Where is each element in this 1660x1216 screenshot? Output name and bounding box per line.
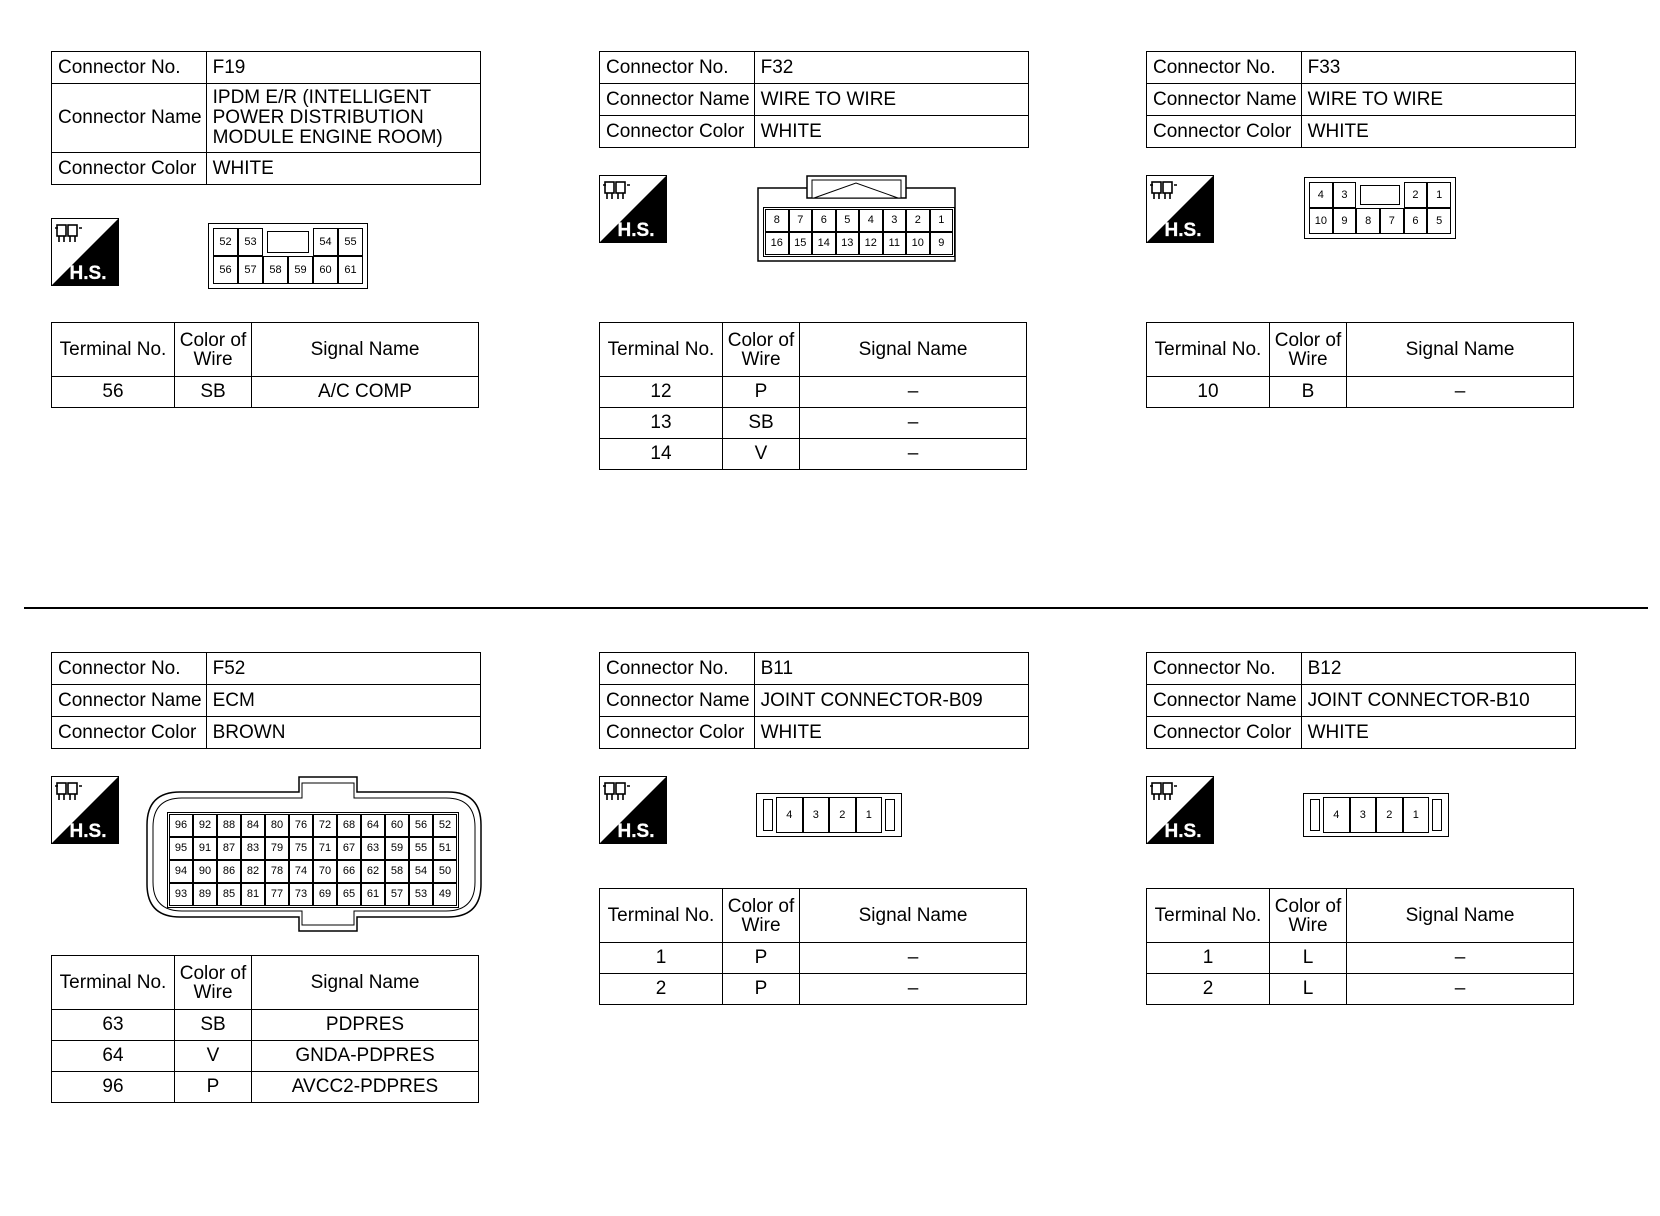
wire-color-cell: P — [175, 1072, 252, 1103]
table-row — [600, 408, 1027, 439]
terminal-pin: 84 — [241, 814, 265, 837]
terminal-pin: 75 — [289, 837, 313, 860]
terminal-pin: 9 — [1333, 208, 1357, 234]
terminal-table — [51, 322, 479, 408]
table-row — [600, 943, 1027, 974]
terminal-pin: 56 — [409, 814, 433, 837]
harness-side-icon — [51, 776, 119, 844]
terminal-pin: 65 — [337, 883, 361, 906]
terminal-pin: 1 — [1427, 182, 1451, 208]
terminal-pin: 55 — [409, 837, 433, 860]
terminal-pin: 95 — [169, 837, 193, 860]
terminal-pin: 5 — [836, 209, 860, 232]
wire-color-cell: L — [1270, 943, 1347, 974]
terminal-pin: 54 — [313, 228, 338, 256]
terminal-pin: 68 — [337, 814, 361, 837]
terminal-pin: 3 — [1350, 797, 1377, 833]
table-row — [1147, 943, 1574, 974]
terminal-pin: 4 — [859, 209, 883, 232]
wire-color-cell: P — [723, 377, 800, 408]
connector-no-value: F52 — [206, 653, 480, 685]
connector-no-label: Connector No. — [52, 653, 207, 685]
terminal-no-cell: 13 — [600, 408, 723, 439]
terminal-pin: 57 — [385, 883, 409, 906]
terminal-pin: 79 — [265, 837, 289, 860]
key-slot-icon — [267, 231, 309, 253]
terminal-pin: 92 — [193, 814, 217, 837]
terminal-pin: 66 — [337, 860, 361, 883]
terminal-no-cell: 56 — [52, 377, 175, 408]
harness-side-icon — [599, 175, 667, 243]
connector-no-label: Connector No. — [52, 52, 207, 84]
connector-color-label: Connector Color — [52, 717, 207, 749]
terminal-no-cell: 10 — [1147, 377, 1270, 408]
terminal-table — [1146, 322, 1574, 408]
terminal-pin: 91 — [193, 837, 217, 860]
signal-name-cell: GNDA-PDPRES — [252, 1041, 479, 1072]
table-row — [600, 439, 1027, 470]
connector-color-value: WHITE — [1301, 717, 1575, 749]
connector-info-table — [1146, 51, 1576, 148]
wire-color-cell: SB — [175, 1010, 252, 1041]
terminal-pin: 50 — [433, 860, 457, 883]
connector-color-value: WHITE — [1301, 116, 1575, 148]
connector-face-f19 — [208, 223, 368, 289]
terminal-pin: 60 — [385, 814, 409, 837]
terminal-no-cell: 96 — [52, 1072, 175, 1103]
harness-side-icon — [1146, 175, 1214, 243]
wire-color-header-line: Color of — [1274, 329, 1342, 351]
terminal-pin: 4 — [1309, 182, 1333, 208]
terminal-pin: 11 — [883, 232, 907, 255]
signal-name-header: Signal Name — [800, 889, 1027, 943]
wire-color-cell: V — [175, 1041, 252, 1072]
terminal-table — [51, 955, 479, 1103]
terminal-no-cell: 63 — [52, 1010, 175, 1041]
connector-name-value — [206, 84, 480, 153]
terminal-pin: 51 — [433, 837, 457, 860]
terminal-pin: 6 — [812, 209, 836, 232]
wire-color-header — [175, 956, 252, 1010]
terminal-pin: 7 — [1380, 208, 1404, 234]
terminal-pin: 60 — [313, 256, 338, 284]
connector-no-label: Connector No. — [1147, 52, 1302, 84]
wire-color-cell: V — [723, 439, 800, 470]
terminal-pin: 10 — [1309, 208, 1333, 234]
terminal-no-header: Terminal No. — [600, 323, 723, 377]
terminal-pin: 80 — [265, 814, 289, 837]
connector-name-label: Connector Name — [52, 84, 207, 153]
table-row — [52, 1072, 479, 1103]
terminal-no-cell: 2 — [600, 974, 723, 1005]
terminal-no-cell: 2 — [1147, 974, 1270, 1005]
connector-name-value: JOINT CONNECTOR-B09 — [754, 685, 1028, 717]
connector-no-value: F33 — [1301, 52, 1575, 84]
terminal-pin: 96 — [169, 814, 193, 837]
terminal-pin: 88 — [217, 814, 241, 837]
connector-name-label: Connector Name — [1147, 84, 1302, 116]
terminal-pin: 76 — [289, 814, 313, 837]
signal-name-header: Signal Name — [252, 323, 479, 377]
wire-color-cell: SB — [723, 408, 800, 439]
terminal-pin: 4 — [776, 797, 803, 833]
table-row — [600, 974, 1027, 1005]
terminal-pin: 89 — [193, 883, 217, 906]
connector-color-label: Connector Color — [600, 717, 755, 749]
signal-name-header: Signal Name — [800, 323, 1027, 377]
terminal-pin: 49 — [433, 883, 457, 906]
connector-no-value: B12 — [1301, 653, 1575, 685]
connector-no-value: F32 — [754, 52, 1028, 84]
connector-color-label: Connector Color — [600, 116, 755, 148]
connector-color-value: WHITE — [206, 153, 480, 185]
wire-color-header-line: Color of — [1274, 895, 1342, 917]
wire-color-header — [723, 323, 800, 377]
terminal-pin: 2 — [1376, 797, 1403, 833]
connector-panel-b11 — [599, 652, 1029, 999]
terminal-pin: 58 — [385, 860, 409, 883]
lock-tab-icon — [1310, 799, 1320, 831]
connector-name-line: POWER DISTRIBUTION — [212, 107, 424, 128]
signal-name-cell: A/C COMP — [252, 377, 479, 408]
wire-color-header-line: Wire — [193, 981, 233, 1003]
signal-name-cell: PDPRES — [252, 1010, 479, 1041]
terminal-pin: 53 — [238, 228, 263, 256]
lock-tab-icon — [885, 799, 895, 831]
wire-color-header-line: Color of — [727, 329, 795, 351]
terminal-pin: 72 — [313, 814, 337, 837]
terminal-pin: 64 — [361, 814, 385, 837]
terminal-pin: 13 — [836, 232, 860, 255]
terminal-pin: 58 — [263, 256, 288, 284]
terminal-no-header: Terminal No. — [52, 956, 175, 1010]
connector-face-f32 — [763, 207, 955, 257]
connector-name-label: Connector Name — [52, 685, 207, 717]
terminal-pin: 8 — [765, 209, 789, 232]
connector-no-label: Connector No. — [600, 653, 755, 685]
terminal-pin: 81 — [241, 883, 265, 906]
connector-panel-f32 — [599, 51, 1029, 464]
connector-no-label: Connector No. — [600, 52, 755, 84]
signal-name-cell: – — [1347, 974, 1574, 1005]
connector-panel-f19 — [51, 51, 481, 402]
terminal-pin: 71 — [313, 837, 337, 860]
terminal-pin: 54 — [409, 860, 433, 883]
terminal-no-header: Terminal No. — [52, 323, 175, 377]
connector-color-label: Connector Color — [1147, 717, 1302, 749]
connector-name-value: WIRE TO WIRE — [1301, 84, 1575, 116]
signal-name-cell: – — [800, 377, 1027, 408]
connector-color-label: Connector Color — [52, 153, 207, 185]
terminal-pin: 59 — [288, 256, 313, 284]
terminal-pin: 1 — [930, 209, 954, 232]
connector-face-f33 — [1304, 177, 1456, 239]
harness-side-icon — [51, 218, 119, 286]
terminal-pin: 83 — [241, 837, 265, 860]
wire-color-cell: SB — [175, 377, 252, 408]
connector-face-b12 — [1303, 793, 1449, 837]
connector-info-table — [51, 652, 481, 749]
terminal-pin: 6 — [1404, 208, 1428, 234]
terminal-pin: 2 — [1404, 182, 1428, 208]
wire-color-header-line: Wire — [193, 348, 233, 370]
connector-color-value: WHITE — [754, 116, 1028, 148]
signal-name-cell: – — [1347, 943, 1574, 974]
connector-info-table — [599, 51, 1029, 148]
terminal-pin: 7 — [789, 209, 813, 232]
connector-face-f52 — [167, 812, 459, 908]
terminal-pin: 1 — [1403, 797, 1430, 833]
terminal-no-header: Terminal No. — [1147, 323, 1270, 377]
wire-color-header — [1270, 323, 1347, 377]
connector-info-table — [599, 652, 1029, 749]
table-row — [52, 1041, 479, 1072]
signal-name-header: Signal Name — [1347, 323, 1574, 377]
terminal-no-header: Terminal No. — [600, 889, 723, 943]
connector-color-value: WHITE — [754, 717, 1028, 749]
section-divider — [24, 607, 1648, 609]
wire-color-header — [723, 889, 800, 943]
table-row — [52, 377, 479, 408]
connector-name-label: Connector Name — [1147, 685, 1302, 717]
terminal-pin: 63 — [361, 837, 385, 860]
terminal-pin: 16 — [765, 232, 789, 255]
wire-color-header-line: Color of — [727, 895, 795, 917]
wire-color-cell: B — [1270, 377, 1347, 408]
terminal-pin: 55 — [338, 228, 363, 256]
terminal-pin: 3 — [803, 797, 830, 833]
table-row — [1147, 974, 1574, 1005]
terminal-table — [599, 322, 1027, 470]
terminal-table — [599, 888, 1027, 1005]
terminal-pin: 93 — [169, 883, 193, 906]
terminal-pin: 85 — [217, 883, 241, 906]
signal-name-header: Signal Name — [1347, 889, 1574, 943]
terminal-pin: 69 — [313, 883, 337, 906]
connector-name-value: JOINT CONNECTOR-B10 — [1301, 685, 1575, 717]
signal-name-cell: – — [800, 439, 1027, 470]
wire-color-header-line: Wire — [741, 348, 781, 370]
connector-info-table — [51, 51, 481, 185]
harness-side-icon — [1146, 776, 1214, 844]
terminal-pin: 77 — [265, 883, 289, 906]
terminal-pin: 2 — [829, 797, 856, 833]
terminal-pin: 78 — [265, 860, 289, 883]
table-row — [52, 1010, 479, 1041]
wire-color-cell: P — [723, 974, 800, 1005]
terminal-pin: 87 — [217, 837, 241, 860]
wire-color-cell: L — [1270, 974, 1347, 1005]
signal-name-cell: – — [800, 943, 1027, 974]
wire-color-header — [175, 323, 252, 377]
signal-name-cell: – — [1347, 377, 1574, 408]
terminal-no-header: Terminal No. — [1147, 889, 1270, 943]
wire-color-header-line: Wire — [1288, 348, 1328, 370]
terminal-pin: 74 — [289, 860, 313, 883]
terminal-pin: 3 — [1333, 182, 1357, 208]
signal-name-header: Signal Name — [252, 956, 479, 1010]
connector-no-value: B11 — [754, 653, 1028, 685]
terminal-no-cell: 14 — [600, 439, 723, 470]
connector-no-value: F19 — [206, 52, 480, 84]
table-row — [1147, 377, 1574, 408]
wire-color-header-line: Color of — [179, 962, 247, 984]
connector-panel-f33 — [1146, 51, 1576, 402]
connector-name-line: IPDM E/R (INTELLIGENT — [212, 87, 432, 108]
signal-name-cell: AVCC2-PDPRES — [252, 1072, 479, 1103]
terminal-pin: 2 — [906, 209, 930, 232]
terminal-no-cell: 1 — [1147, 943, 1270, 974]
connector-panel-f52 — [51, 652, 481, 1097]
terminal-pin: 5 — [1427, 208, 1451, 234]
terminal-pin: 3 — [883, 209, 907, 232]
terminal-pin: 86 — [217, 860, 241, 883]
connector-face-b11 — [756, 793, 902, 837]
terminal-pin: 67 — [337, 837, 361, 860]
terminal-no-cell: 12 — [600, 377, 723, 408]
wire-color-header-line: Wire — [741, 914, 781, 936]
lock-tab-icon — [763, 799, 773, 831]
terminal-pin: 10 — [906, 232, 930, 255]
connector-name-value: WIRE TO WIRE — [754, 84, 1028, 116]
terminal-table — [1146, 888, 1574, 1005]
connector-panel-b12 — [1146, 652, 1576, 999]
terminal-pin: 15 — [789, 232, 813, 255]
key-slot-icon — [1360, 185, 1399, 205]
connector-name-line: MODULE ENGINE ROOM) — [212, 127, 443, 148]
terminal-pin: 61 — [361, 883, 385, 906]
connector-color-label: Connector Color — [1147, 116, 1302, 148]
wire-color-header-line: Wire — [1288, 914, 1328, 936]
table-row — [600, 377, 1027, 408]
terminal-pin: 57 — [238, 256, 263, 284]
terminal-pin: 9 — [930, 232, 954, 255]
harness-side-icon — [599, 776, 667, 844]
terminal-pin: 94 — [169, 860, 193, 883]
terminal-pin: 90 — [193, 860, 217, 883]
terminal-pin: 12 — [859, 232, 883, 255]
terminal-pin: 70 — [313, 860, 337, 883]
connector-info-table — [1146, 652, 1576, 749]
terminal-pin: 59 — [385, 837, 409, 860]
connector-name-label: Connector Name — [600, 685, 755, 717]
terminal-pin: 56 — [213, 256, 238, 284]
terminal-no-cell: 1 — [600, 943, 723, 974]
terminal-pin: 14 — [812, 232, 836, 255]
connector-name-value: ECM — [206, 685, 480, 717]
terminal-pin: 52 — [433, 814, 457, 837]
wire-color-header-line: Color of — [179, 329, 247, 351]
connector-no-label: Connector No. — [1147, 653, 1302, 685]
terminal-pin: 62 — [361, 860, 385, 883]
terminal-pin: 73 — [289, 883, 313, 906]
terminal-pin: 61 — [338, 256, 363, 284]
terminal-pin: 1 — [856, 797, 883, 833]
terminal-pin: 4 — [1323, 797, 1350, 833]
terminal-no-cell: 64 — [52, 1041, 175, 1072]
terminal-pin: 82 — [241, 860, 265, 883]
signal-name-cell: – — [800, 408, 1027, 439]
terminal-pin: 8 — [1356, 208, 1380, 234]
wire-color-header — [1270, 889, 1347, 943]
terminal-pin: 52 — [213, 228, 238, 256]
lock-tab-icon — [1432, 799, 1442, 831]
signal-name-cell: – — [800, 974, 1027, 1005]
wire-color-cell: P — [723, 943, 800, 974]
connector-name-label: Connector Name — [600, 84, 755, 116]
terminal-pin: 53 — [409, 883, 433, 906]
connector-color-value: BROWN — [206, 717, 480, 749]
